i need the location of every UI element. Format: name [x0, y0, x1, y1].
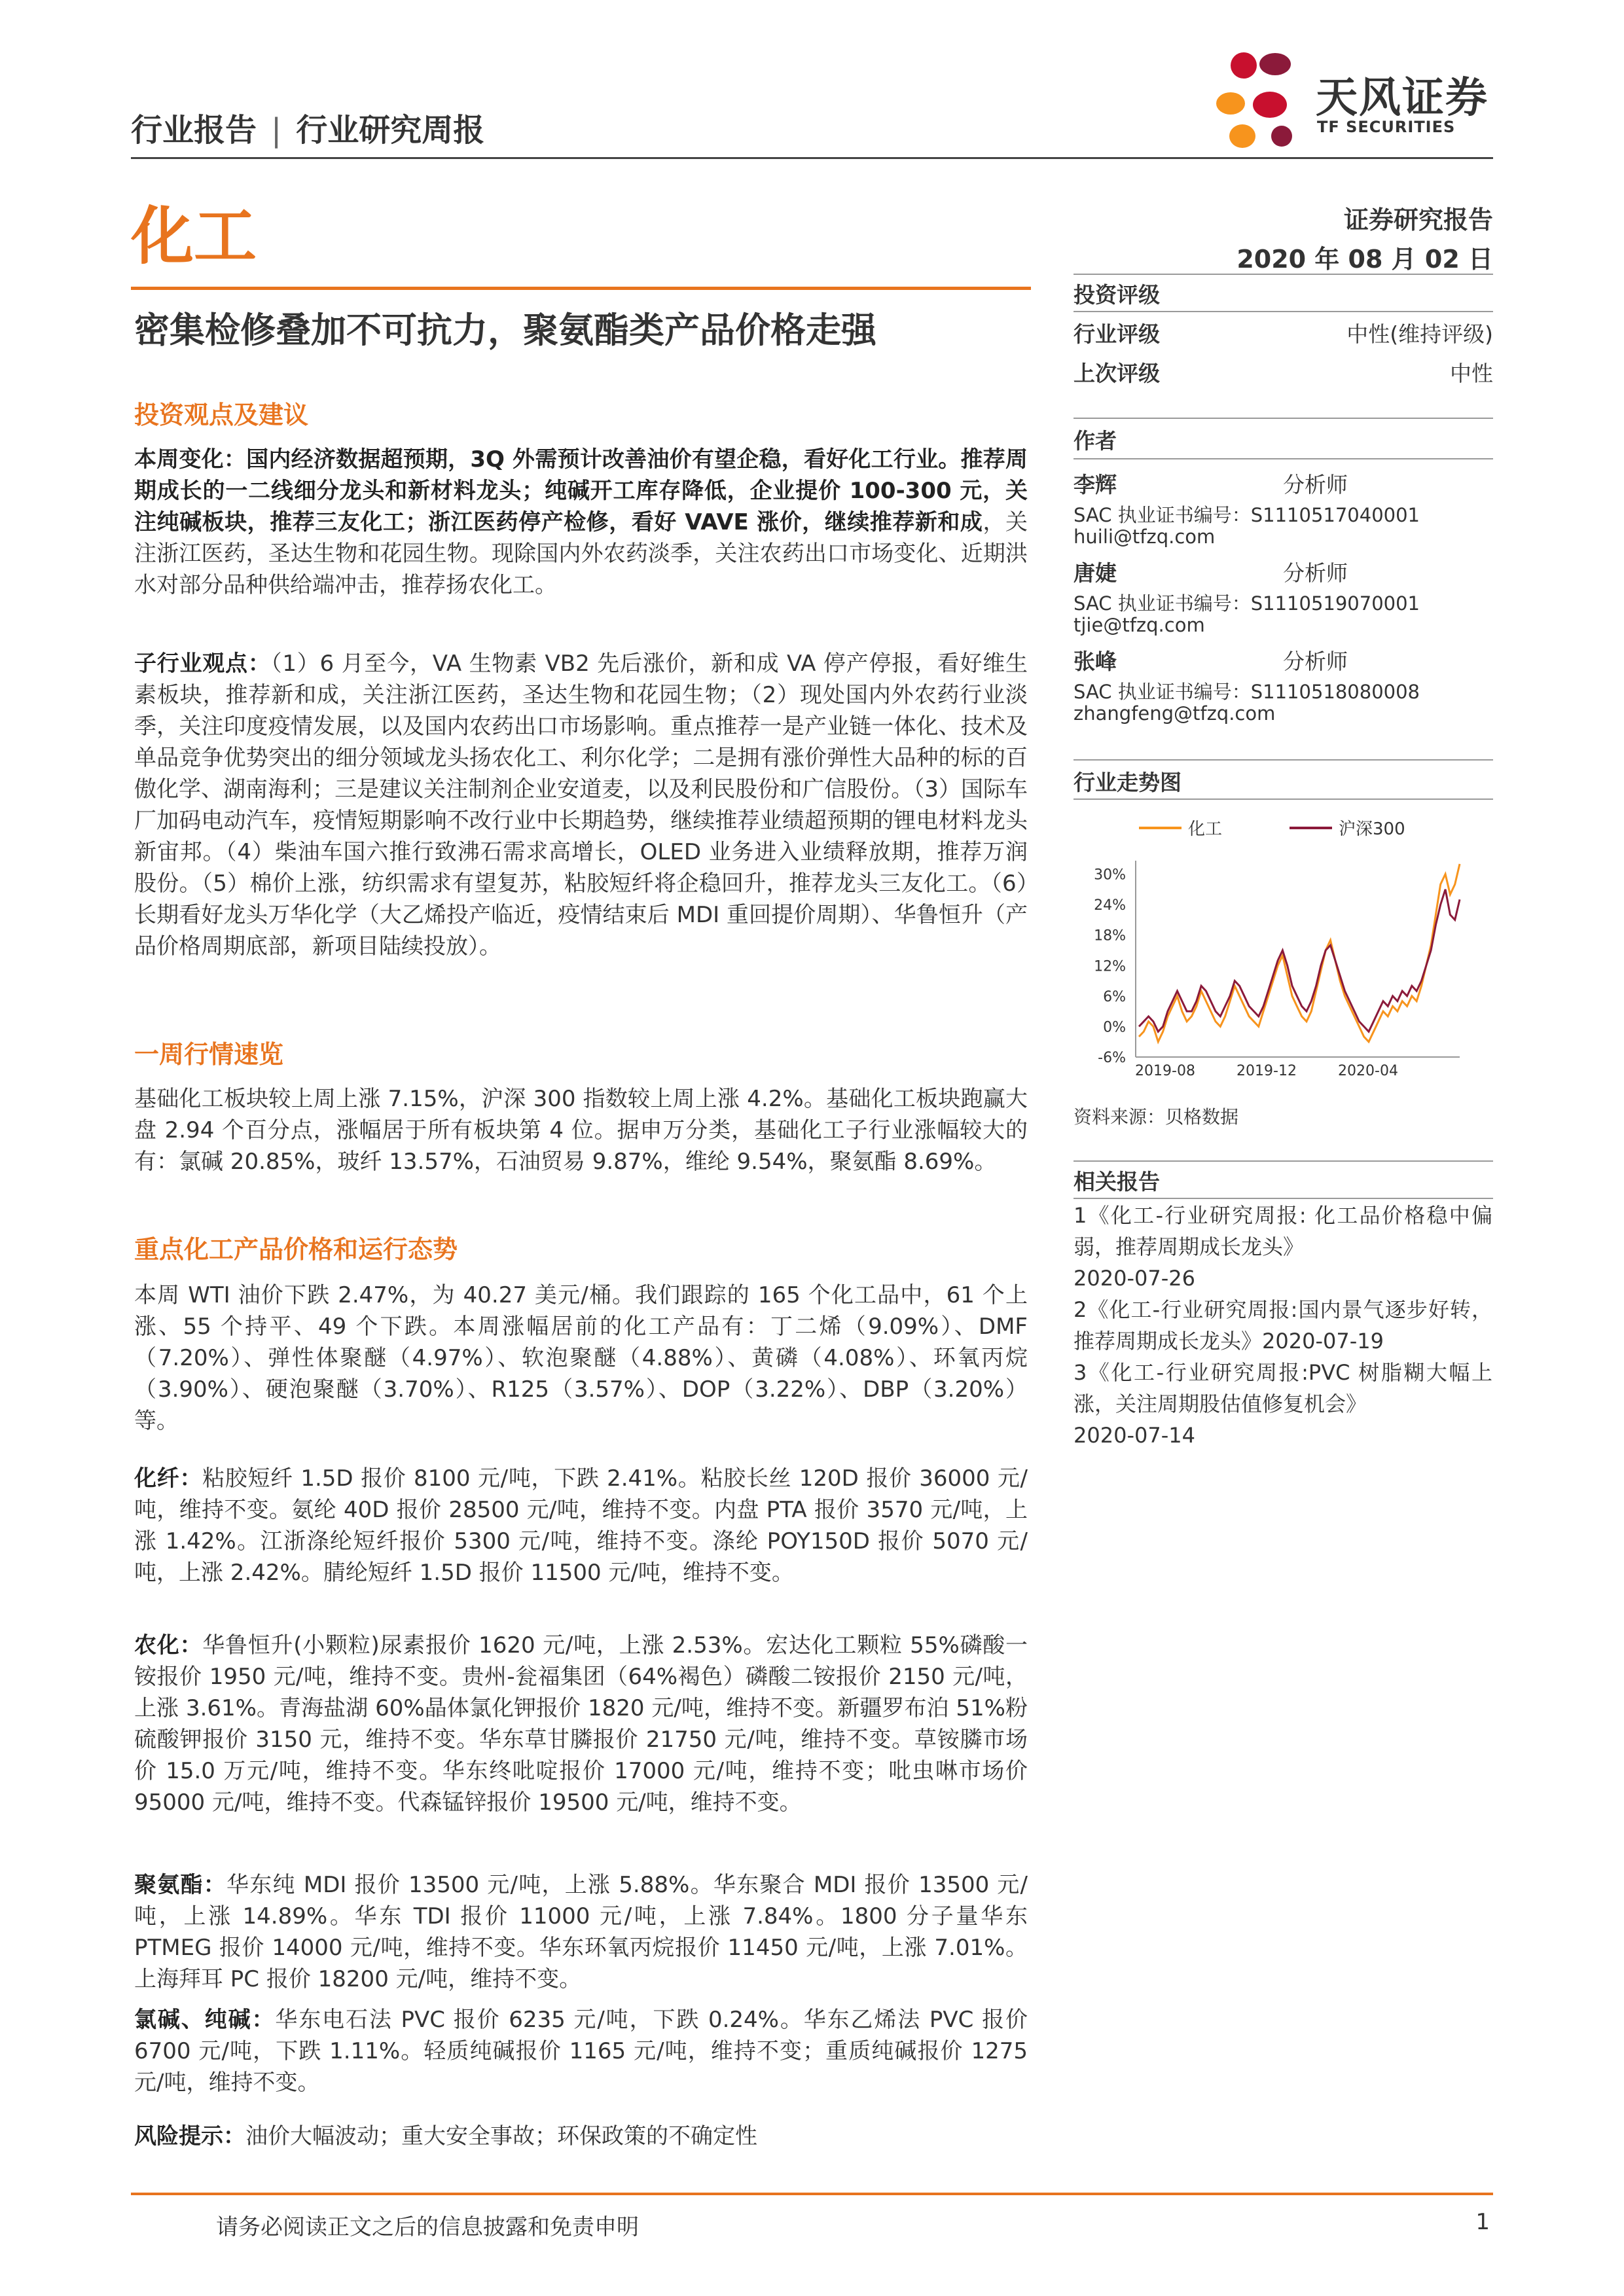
- author-role: 分析师: [1283, 649, 1348, 674]
- industry-rating-label: 行业评级: [1074, 321, 1160, 347]
- header-rule: [131, 157, 1493, 159]
- paragraph-risk: 风险提示：油价大幅波动；重大安全事故；环保政策的不确定性: [134, 2123, 757, 2149]
- section-title-market: 一周行情速览: [134, 1040, 284, 1069]
- y-tick-label: 0%: [1103, 1019, 1126, 1036]
- paragraph-weekly-change: 本周变化：国内经济数据超预期，3Q 外需预计改善油价有望企稳，看好化工行业。推荐周期成长的一二线细分龙头和新材料龙头；纯碱开工库存降低，企业提价 100-300 元，关注纯碱板块，推荐三友化工；浙江医药停产检修，看好 VAVE 涨价，继续推荐新和成，关注浙江医药，圣达生物和花园生物。现除国内外农药淡季，关注农药出口市场变化、近期洪水对部分品种供给端冲击，推荐扬农化工。: [134, 446, 1028, 598]
- y-tick-label: -6%: [1098, 1050, 1126, 1066]
- related-title: 相关报告: [1074, 1169, 1160, 1194]
- paragraph-agro: 农化：华鲁恒升(小颗粒)尿素报价 1620 元/吨，上涨 2.53%。宏达化工颗粒 55%磷酸一铵报价 1950 元/吨，维持不变。贵州-瓮福集团（64%褐色）磷酸二铵报价 2150 元/吨，上涨 3.61%。青海盐湖 60%晶体氯化钾报价 1820 元/吨，维持不变。新疆罗布泊 51%粉硫酸钾报价 3150 元，维持不变。华东草甘膦报价 21750 元/吨，维持不变。草铵膦市场价 15.0 万元/吨，维持不变。华东终吡啶报价 17000 元/吨，维持不变；吡虫啉市场价 95000 元/吨，维持不变。代森锰锌报价 19500 元/吨，维持不变。: [134, 1632, 1028, 1816]
- doc-date: 2020 年 08 月 02 日: [1236, 245, 1493, 274]
- author-email[interactable]: tjie@tfzq.com: [1074, 614, 1205, 636]
- y-tick-label: 12%: [1094, 958, 1126, 975]
- industry-rating-value: 中性(维持评级): [1346, 321, 1493, 347]
- related-report[interactable]: 3《化工-行业研究周报:PVC 树脂糊大幅上涨，关注周期股估值修复机会》 2020-07-14: [1074, 1360, 1492, 1448]
- authors-title: 作者: [1074, 428, 1117, 454]
- industry-trend-chart: [1067, 802, 1499, 1077]
- author-cert: SAC 执业证书编号：S1110517040001: [1074, 504, 1420, 526]
- paragraph-fiber: 化纤：粘胶短纤 1.5D 报价 8100 元/吨，下跌 2.41%。粘胶长丝 120D 报价 36000 元/吨，维持不变。氨纶 40D 报价 28500 元/吨，维持不变。内盘 PTA 报价 3570 元/吨，上涨 1.42%。江浙涤纶短纤报价 5300 元/吨，维持不变。涤纶 POY150D 报价 5070 元/吨，上涨 2.42%。腈纶短纤 1.5D 报价 11500 元/吨，维持不变。: [134, 1465, 1028, 1586]
- related-report[interactable]: 1《化工-行业研究周报: 化工品价格稳中偏弱，推荐周期成长龙头》 2020-07-26: [1074, 1203, 1492, 1291]
- paragraph-sub-industry: 子行业观点：（1）6 月至今，VA 生物素 VB2 先后涨价，新和成 VA 停产停报，看好维生素板块，推荐新和成，关注浙江医药，圣达生物和花园生物；（2）现处国内外农药行业淡季，关注印度疫情发展，以及国内农药出口市场影响。重点推荐一是产业链一体化、技术及单品竞争优势突出的细分领域龙头扬农化工、利尔化学；二是拥有涨价弹性大品种的标的百傲化学、湖南海利；三是建议关注制剂企业安道麦，以及利民股份和广信股份。（3）国际车厂加码电动汽车，疫情短期影响不改行业中长期趋势，继续推荐业绩超预期的锂电材料龙头新宙邦。（4）柴油车国六推行致沸石需求高增长，OLED 业务进入业绩释放期，推荐万润股份。（5）棉价上涨，纺织需求有望复苏，粘胶短纤将企稳回升，推荐龙头三友化工。（6）长期看好龙头万华化学（大乙烯投产临近，疫情结束后 MDI 重回提价周期）、华鲁恒升（产品价格周期底部，新项目陆续投放）。: [134, 651, 1028, 960]
- sidebar-rule: [1074, 798, 1493, 800]
- author-role: 分析师: [1283, 560, 1348, 586]
- page-number: 1: [1475, 2209, 1490, 2235]
- author-cert: SAC 执业证书编号：S1110518080008: [1074, 681, 1420, 703]
- author-name: 唐婕: [1074, 560, 1117, 586]
- sidebar-rule: [1074, 1198, 1493, 1199]
- headline: 密集检修叠加不可抗力，聚氨酯类产品价格走强: [134, 310, 876, 351]
- y-tick-label: 30%: [1094, 867, 1126, 884]
- series-line-chemical: [1139, 864, 1460, 1042]
- legend-label-csi300: 沪深300: [1339, 819, 1405, 839]
- paragraph-products: 本周 WTI 油价下跌 2.47%，为 40.27 美元/桶。我们跟踪的 165 个化工品中，61 个上涨、55 个持平、49 个下跌。本周涨幅居前的化工产品有：丁二烯（9.09%）、DMF（7.20%）、弹性体聚醚（4.97%）、软泡聚醚（4.88%）、黄磷（4.08%）、环氧丙烷（3.90%）、硬泡聚醚（3.70%）、R125（3.57%）、DOP（3.22%）、DBP（3.20%）等。: [134, 1282, 1028, 1434]
- sidebar-rule: [1074, 759, 1493, 761]
- trend-title: 行业走势图: [1074, 770, 1182, 795]
- footer-disclaimer: 请务必阅读正文之后的信息披露和免责申明: [216, 2214, 639, 2240]
- doc-type: 证券研究报告: [1343, 206, 1493, 234]
- sidebar-rule: [1074, 1160, 1493, 1162]
- sidebar-rule: [1074, 458, 1493, 459]
- y-tick-label: 6%: [1103, 988, 1126, 1005]
- paragraph-market: 基础化工板块较上周上涨 7.15%，沪深 300 指数较上周上涨 4.2%。基础化工板块跑赢大盘 2.94 个百分点，涨幅居于所有板块第 4 位。据申万分类，基础化工子行业涨幅较大的有：氯碱 20.85%，玻纤 13.57%，石油贸易 9.87%，维纶 9.54%，聚氨酯 8.69%。: [134, 1086, 1028, 1175]
- report-category: 行业报告 | 行业研究周报: [131, 112, 485, 149]
- section-title-investment: 投资观点及建议: [134, 401, 309, 429]
- paragraph-chlor-alkali: 氯碱、纯碱：华东电石法 PVC 报价 6235 元/吨，下跌 0.24%。华东乙烯法 PVC 报价 6700 元/吨，下跌 1.11%。轻质纯碱报价 1165 元/吨，维持不变；重质纯碱报价 1275 元/吨，维持不变。: [134, 2007, 1028, 2096]
- author-name: 李辉: [1074, 472, 1117, 497]
- x-tick-label: 2019-12: [1236, 1063, 1297, 1077]
- prev-rating-label: 上次评级: [1074, 361, 1160, 386]
- sidebar-rule: [1074, 311, 1493, 312]
- author-role: 分析师: [1283, 472, 1348, 497]
- footer-rule: [131, 2193, 1493, 2195]
- prev-rating-value: 中性: [1450, 361, 1493, 386]
- section-title-products: 重点化工产品价格和运行态势: [134, 1235, 458, 1264]
- author-email[interactable]: huili@tfzq.com: [1074, 526, 1216, 548]
- chart-source: 资料来源：贝格数据: [1074, 1106, 1239, 1128]
- rating-title: 投资评级: [1074, 282, 1160, 308]
- logo-text-en: TF SECURITIES: [1317, 118, 1456, 136]
- x-tick-label: 2019-08: [1135, 1063, 1195, 1077]
- y-tick-label: 24%: [1094, 897, 1126, 914]
- author-email[interactable]: zhangfeng@tfzq.com: [1074, 702, 1276, 725]
- sidebar-rule: [1074, 418, 1493, 419]
- paragraph-polyurethane: 聚氨酯：华东纯 MDI 报价 13500 元/吨，上涨 5.88%。华东聚合 MDI 报价 13500 元/吨，上涨 14.89%。华东 TDI 报价 11000 元/吨，上涨 7.84%。1800 分子量华东 PTMEG 报价 14000 元/吨，维持不变。华东环氧丙烷报价 11450 元/吨，上涨 7.01%。上海拜耳 PC 报价 18200 元/吨，维持不变。: [134, 1872, 1028, 1992]
- headline-rule: [131, 287, 1031, 290]
- x-tick-label: 2020-04: [1338, 1063, 1398, 1077]
- related-report[interactable]: 2《化工-行业研究周报:国内景气逐步好转，推荐周期成长龙头》2020-07-19: [1074, 1297, 1492, 1354]
- logo-text-cn: 天风证券: [1316, 74, 1489, 122]
- y-tick-label: 18%: [1094, 927, 1126, 944]
- legend-label-chemical: 化工: [1188, 819, 1223, 839]
- sidebar-rule: [1074, 274, 1493, 275]
- industry-title: 化工: [131, 200, 257, 273]
- author-name: 张峰: [1074, 649, 1117, 674]
- author-cert: SAC 执业证书编号：S1110519070001: [1074, 592, 1420, 615]
